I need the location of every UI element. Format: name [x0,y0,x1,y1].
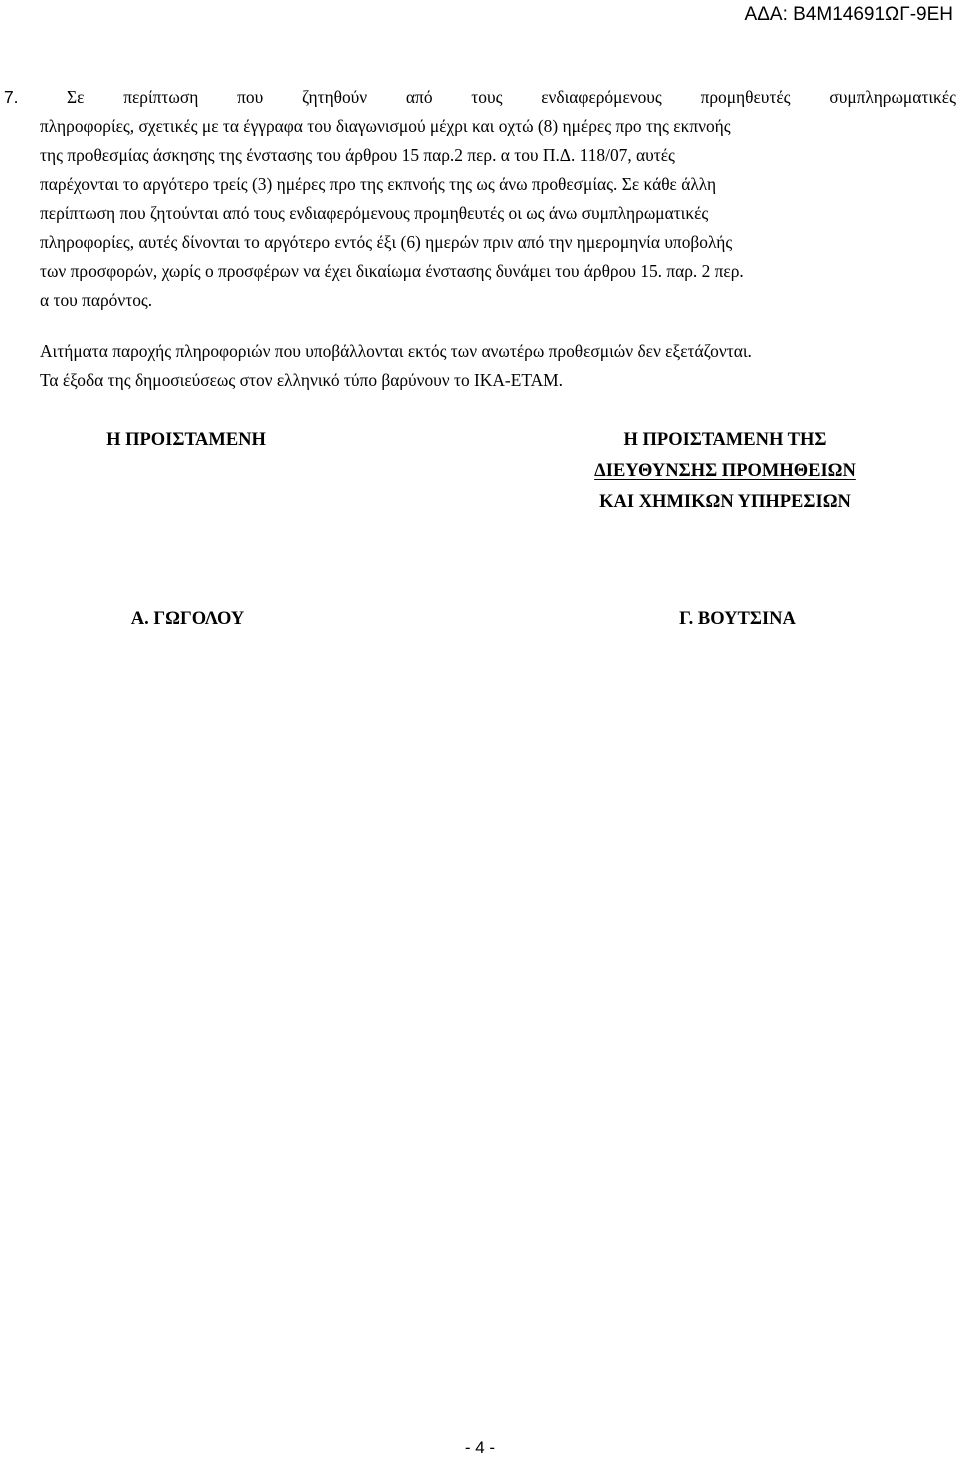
paragraph-number: 7. [4,87,19,107]
publication-costs-paragraph [40,366,956,395]
information-requests-text: Αιτήματα παροχής πληροφοριών που υποβάλλονται εκτός των ανωτέρω προθεσμιών δεν εξετάζονται. [40,341,752,361]
left-signatory-name: Α. ΓΩΓΟΛΟΥ [130,609,245,629]
left-signature-title: Η ΠΡΟΙΣΤΑΜΕΝΗ [106,430,266,450]
paragraph-line: πληροφορίες, σχετικές με τα έγγραφα του διαγωνισμού μέχρι και οχτώ (8) ημέρες προ της εκπνοής [40,116,731,136]
right-signature-title [575,425,875,518]
paragraph-line: πληροφορίες, αυτές δίνονται το αργότερο εντός έξι (6) ημερών πριν από την ημερομηνία υποβολής [40,232,733,252]
paragraph-line: α του παρόντος. [40,290,153,310]
paragraph-line: της προθεσμίας άσκησης της ένστασης του άρθρου 15 παρ.2 περ. α του Π.Δ. 118/07, αυτές [40,145,675,165]
publication-costs-text: Τα έξοδα της δημοσιεύσεως στον ελληνικό τύπο βαρύνουν το ΙΚΑ-ΕΤΑΜ. [40,370,563,390]
paragraph-7 [4,83,956,315]
right-signature-title-line: Η ΠΡΟΙΣΤΑΜΕΝΗ ΤΗΣ [623,430,827,450]
paragraph-line: Σε περίπτωση που ζητηθούν από τους ενδιαφερόμενους προμηθευτές συμπληρωματικές [67,87,956,107]
right-signature-title-line: ΚΑΙ ΧΗΜΙΚΩΝ ΥΠΗΡΕΣΙΩΝ [599,492,851,512]
paragraph-line: περίπτωση που ζητούνται από τους ενδιαφερόμενους προμηθευτές οι ως άνω συμπληρωματικές [40,203,709,223]
paragraph-line: παρέχονται το αργότερο τρείς (3) ημέρες προ της εκπνοής της ως άνω προθεσμίας. Σε κάθε άλλη [40,174,717,194]
ada-code: ΑΔΑ: Β4Μ14691ΩΓ-9ΕΗ [744,4,953,25]
page-number: - 4 - [464,1438,496,1457]
paragraph-line: των προσφορών, χωρίς ο προσφέρων να έχει δικαίωμα ένστασης δυνάμει του άρθρου 15. παρ. 2 περ. [40,261,744,281]
right-signature-title-line: ΔΙΕΥΘΥΝΣΗΣ ΠΡΟΜΗΘΕΙΩΝ [594,461,856,481]
information-requests-paragraph [40,337,956,366]
right-signatory-name: Γ. ΒΟΥΤΣΙΝΑ [679,609,796,629]
